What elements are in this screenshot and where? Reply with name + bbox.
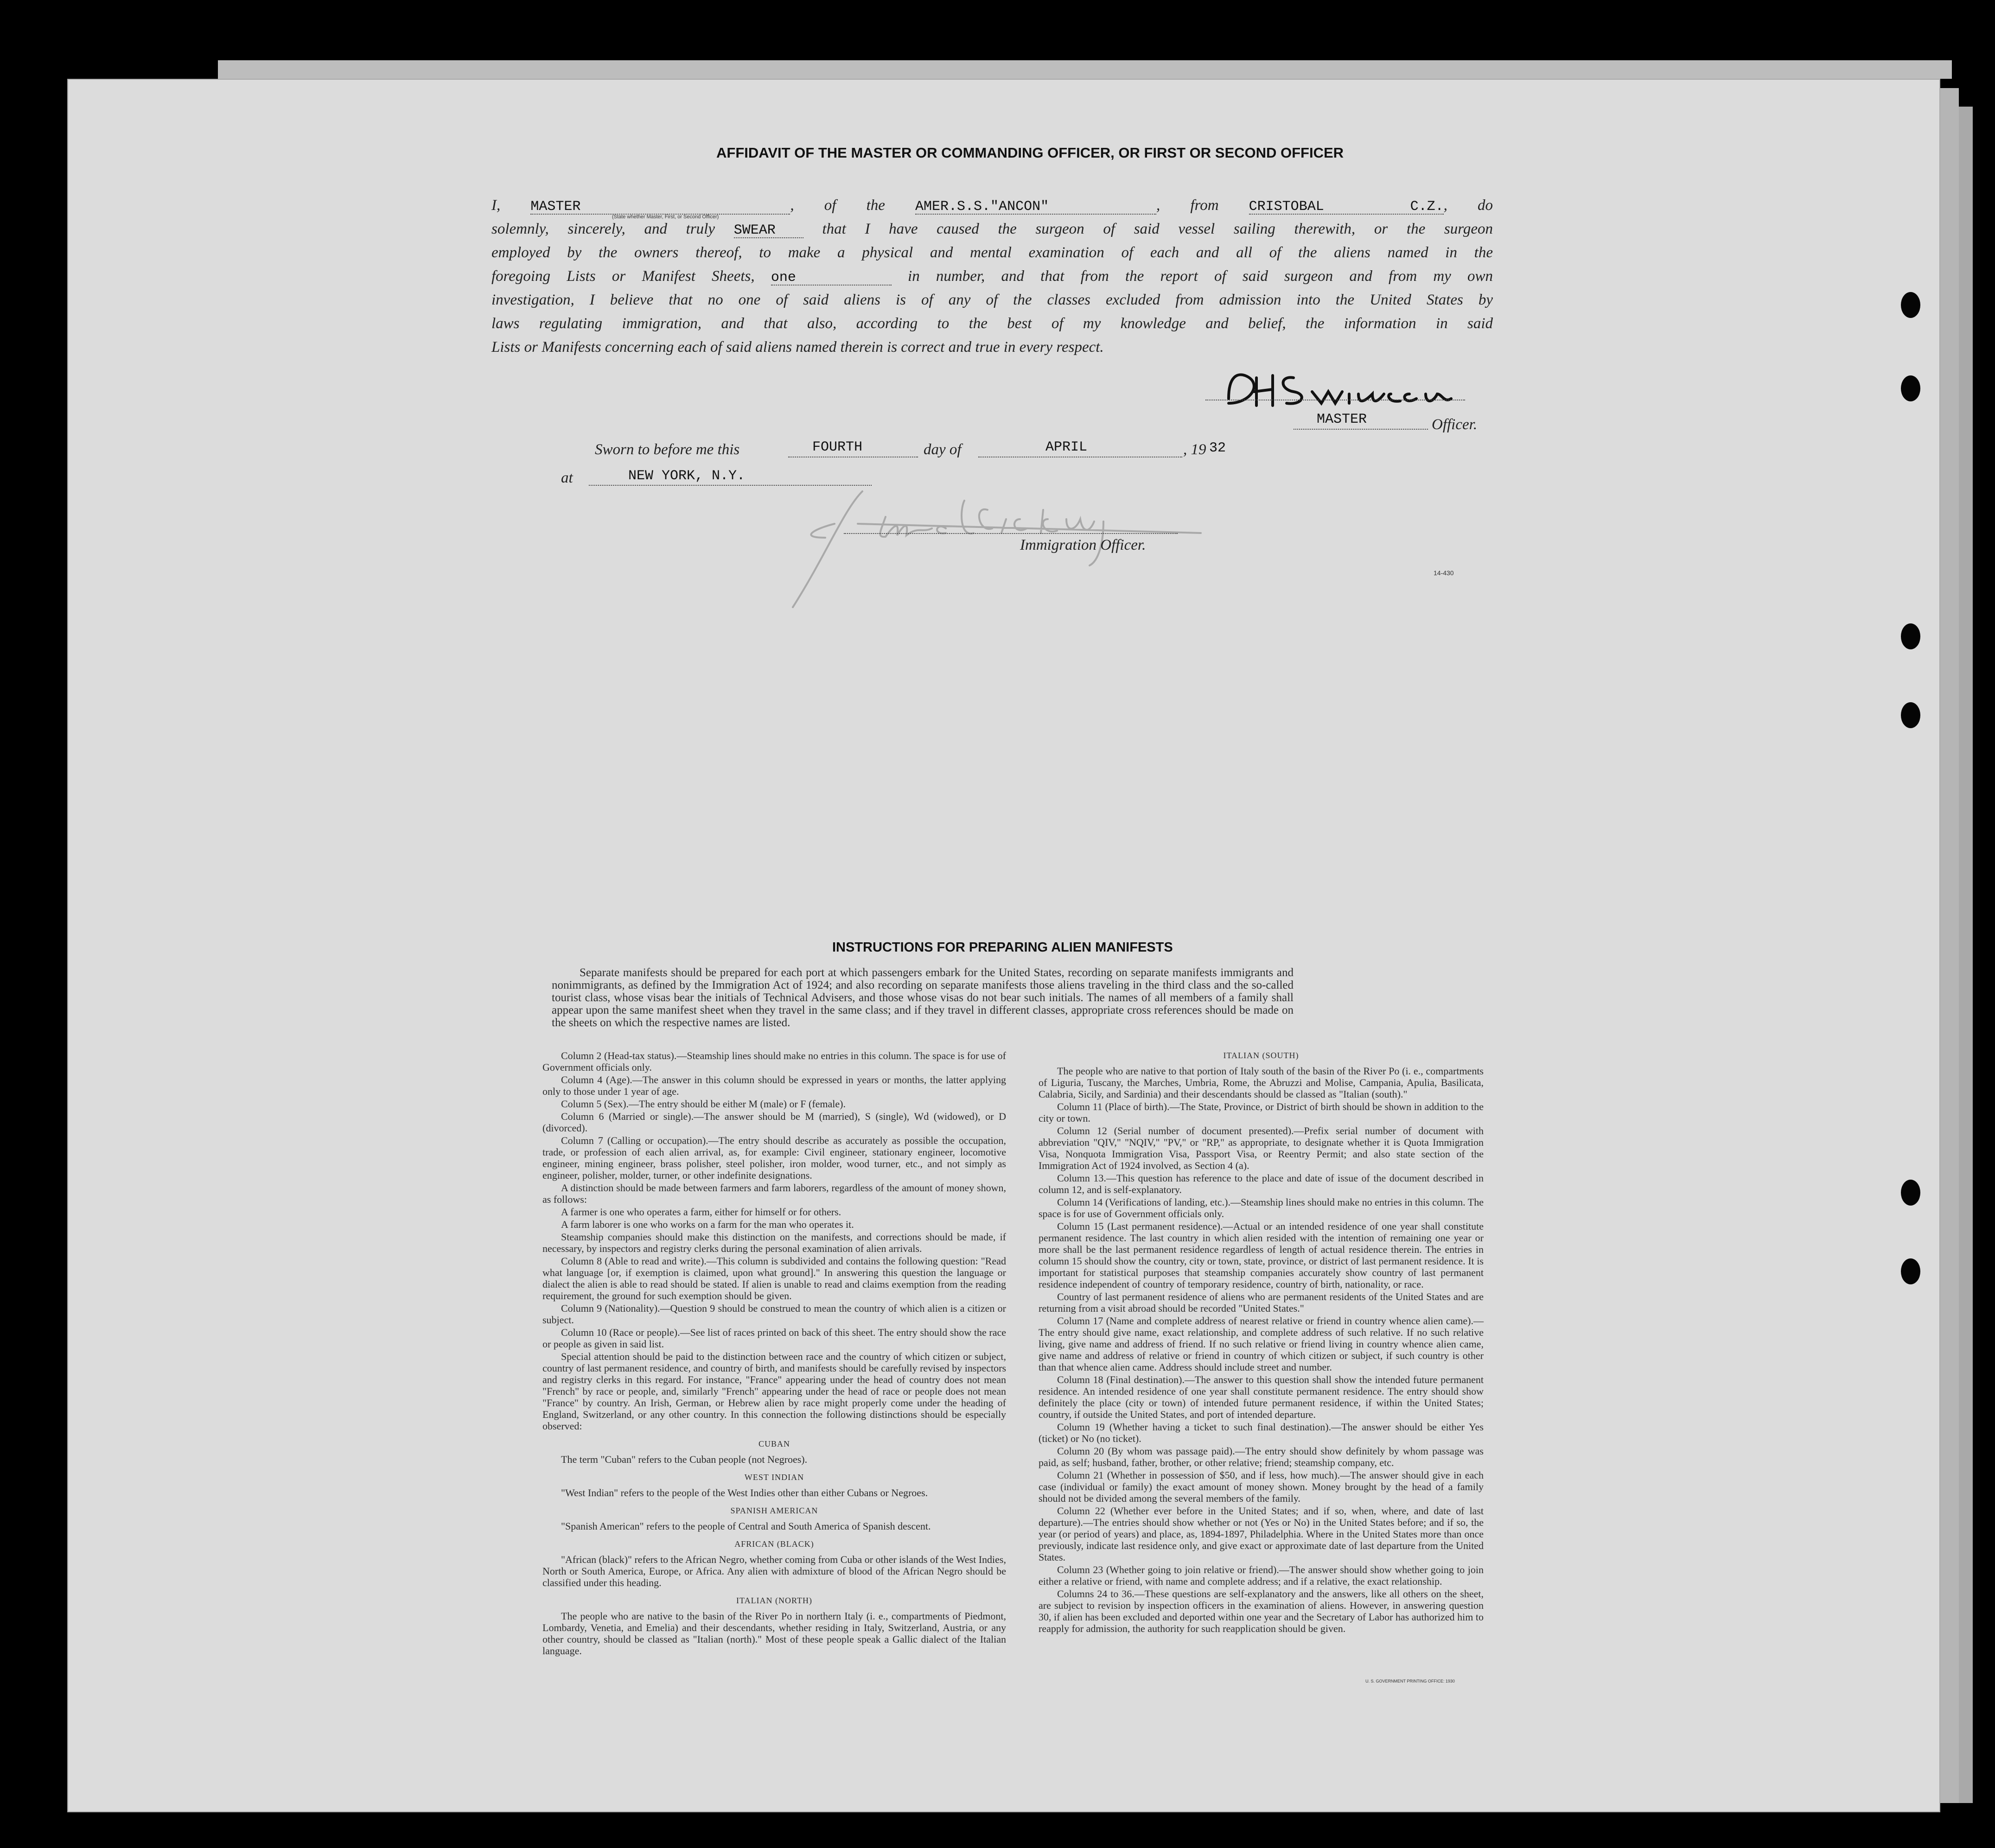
sworn-month: APRIL xyxy=(1045,439,1088,455)
instruction-paragraph: Column 9 (Nationality).—Question 9 should be construed to mean the country of which alien is a citizen or subject. xyxy=(542,1302,1006,1326)
instruction-paragraph: Special attention should be paid to the distinction between race and the country of which citizen or subject, country of last permanent residence, and country of birth, and manifests should be carefully revised by inspectors and registry clerks in this regard. For instance, "France" appearing under the head of country does not mean "French" by race or people, and, similarly "French" appearing under the head of race or people does not mean "France" by country. An Irish, German, or Hebrew alien by race might properly come under the heading of England, Switzerland, or any other country. In this connection the following distinctions should be especially observed: xyxy=(542,1351,1006,1432)
at-label: at xyxy=(561,470,573,486)
master-signature xyxy=(1159,366,1484,417)
printer-imprint: U. S. GOVERNMENT PRINTING OFFICE: 1930 xyxy=(1365,1679,1455,1683)
instruction-paragraph: Column 7 (Calling or occupation).—The entry should describe as accurately as possible the occupation, trade, or profession of each alien arrival, as, for example: Civil engineer, stationary engineer, locomotive engineer, mining engineer, brass polisher, steel polisher, iron molder, wood turner, etc., and not simply as engineer, polisher, molder, turner, or other indefinite designations. xyxy=(542,1135,1006,1181)
instruction-paragraph: Column 17 (Name and complete address of nearest relative or friend in country whence alien came).—The entry should give name, exact relationship, and complete address of such relative. If no such relative living, give name and address of friend. If no such relative or friend living in country whence alien came, give name and address of relative or friend in country of which citizen or subject, if such country is other than that whence alien came. Address should include street and number. xyxy=(1039,1315,1484,1373)
instruction-paragraph: The term "Cuban" refers to the Cuban people (not Negroes). xyxy=(561,1454,808,1465)
affidavit-text: in number, and that from the report of said surgeon and from my own xyxy=(908,268,1493,285)
affidavit-line: employed by the owners thereof, to make a physical and mental examination of each and all of the aliens named in the xyxy=(491,244,1493,261)
officer-rank-line xyxy=(1294,429,1428,430)
sworn-year: 32 xyxy=(1209,440,1226,456)
instruction-paragraph: "West Indian" refers to the people of the West Indies other than either Cubans or Negroes. xyxy=(561,1487,928,1499)
instruction-paragraph: "Spanish American" refers to the people of Central and South America of Spanish descent. xyxy=(561,1520,931,1532)
instruction-paragraph: Columns 24 to 36.—These questions are self-explanatory and the answers, like all others on the sheet, are subject to revision by inspection officers in the examination of aliens. However, in answering question 30, if alien has been excluded and deported within one year and the Secretary of Labor has authorized him to reapply for admission, the authority for such reapplication should be given. xyxy=(1039,1588,1484,1634)
sworn-day: FOURTH xyxy=(812,439,863,455)
affidavit-text: , do xyxy=(1443,197,1493,214)
instruction-paragraph: Column 21 (Whether in possession of $50, and if less, how much).—The answer should give in each case (individual or family) the exact amount of money shown. Money brought by the head of a family should not be divided among the several members of the family. xyxy=(1039,1469,1484,1504)
oath-field: SWEAR xyxy=(734,223,803,238)
instruction-paragraph: Column 8 (Able to read and write).—This column is subdivided and contains the following question: "Read what language [or, if exemption is claimed, upon what ground]." In answering this question the language or dialect the alien is able to read should be stated. If alien is unable to read and claims exemption from the reading requirement, the ground for such exemption should be given. xyxy=(542,1255,1006,1302)
officer-rank-value: MASTER xyxy=(1317,412,1367,427)
affidavit-heading: AFFIDAVIT OF THE MASTER OR COMMANDING OFFICER, OR FIRST OR SECOND OFFICER xyxy=(716,145,1344,161)
instruction-paragraph: The people who are native to the basin of the River Po in northern Italy (i. e., compartments of Piedmont, Lombardy, Venetia, and Emelia) and their descendants, whether residing in Italy, Switzerland, Austria, or any other country, should be classed as "Italian (north)." Most of these people speak a Gallic dialect of the Italian language. xyxy=(542,1610,1006,1657)
instruction-paragraph: Column 22 (Whether ever before in the United States; and if so, when, where, and date of last departure).—The entries should show whether or not (Yes or No) in the United States before; and if so, the year (or period of years) and place, as, 1894-1897, Philadelphia. Where in the United States more than once previously, indicate last residence only, and give exact or approximate date of last departure from the United States. xyxy=(1039,1505,1484,1563)
officer-rank-field: MASTER xyxy=(530,200,790,215)
instruction-paragraph: Column 5 (Sex).—The entry should be either M (male) or F (female). xyxy=(561,1098,846,1110)
affidavit-line: laws regulating immigration, and that also, according to the best of my knowledge and belief, the information in said xyxy=(491,315,1493,332)
rank-note: (State whether Master, First, or Second Officer) xyxy=(612,214,719,220)
instruction-paragraph: Column 6 (Married or single).—The answer should be M (married), S (single), Wd (widowed), or D (divorced). xyxy=(542,1111,1006,1134)
instruction-section-heading: SPANISH AMERICAN xyxy=(730,1506,818,1515)
sheet-count-field: one xyxy=(771,271,892,286)
instruction-paragraph: A farm laborer is one who works on a farm for the man who operates it. xyxy=(561,1219,854,1230)
instruction-paragraph: A farmer is one who operates a farm, either for himself or for others. xyxy=(561,1206,841,1218)
immigration-officer-signature xyxy=(770,482,1233,616)
instruction-paragraph: Column 18 (Final destination).—The answer to this question shall show the intended future permanent residence. An intended residence of one year shall constitute permanent residence. The entry should show definitely the place (city or town) of intended future permanent residence, if within the United States; country, if outside the United States, and port of intended departure. xyxy=(1039,1374,1484,1420)
instruction-section-heading: WEST INDIAN xyxy=(744,1473,804,1482)
sworn-text: Sworn to before me this xyxy=(595,441,740,458)
instruction-paragraph: Column 15 (Last permanent residence).—Actual or an intended residence of one year shall constitute permanent residence. The last country in which alien resided with the intention of remaining one year or more shall be the last permanent residence regardless of length of actual residence therein. The entries in column 15 should show the country, city or town, state, province, or district of last permanent residence. It is important for statistical purposes that steamship companies accurately show country of last permanent residence independent of country of temporary residence, country of birth, nationality, or race. xyxy=(1039,1220,1484,1290)
instruction-paragraph: Column 13.—This question has reference to the place and date of issue of the document described in column 12, and is self-explanatory. xyxy=(1039,1172,1484,1195)
instruction-paragraph: "African (black)" refers to the African Negro, whether coming from Cuba or other islands of the West Indies, North or South America, Europe, or Africa. Any alien with admixture of blood of the African Negro should be classified under this heading. xyxy=(542,1554,1006,1588)
sworn-text: , 19 xyxy=(1183,441,1206,458)
punch-hole xyxy=(1901,1258,1920,1284)
punch-hole xyxy=(1901,623,1920,649)
sworn-text: day of xyxy=(924,441,962,458)
affidavit-text: , from xyxy=(1156,197,1219,214)
instruction-paragraph: Column 4 (Age).—The answer in this column should be expressed in years or months, the latter applying only to those under 1 year of age. xyxy=(542,1074,1006,1097)
affidavit-line: investigation, I believe that no one of said aliens is of any of the classes excluded from admission into the United States by xyxy=(491,292,1493,308)
punch-hole xyxy=(1901,375,1920,401)
instruction-section-heading: ITALIAN (SOUTH) xyxy=(1223,1051,1299,1060)
paper-edge-right-1 xyxy=(1940,88,1959,1803)
instructions-right-column xyxy=(1039,1050,1484,1635)
instruction-section-heading: CUBAN xyxy=(758,1439,790,1448)
affidavit-text: I, xyxy=(491,197,501,214)
instruction-paragraph: Column 10 (Race or people).—See list of races printed on back of this sheet. The entry should show the race or people as given in said list. xyxy=(542,1327,1006,1350)
vessel-field: AMER.S.S."ANCON" xyxy=(915,200,1156,215)
affidavit-text: solemnly, sincerely, and truly xyxy=(491,221,715,237)
affidavit-text: , of the xyxy=(790,197,885,214)
punch-hole xyxy=(1901,292,1920,318)
form-number: 14-430 xyxy=(1434,569,1454,577)
instructions-intro: Separate manifests should be prepared for each port at which passengers embark for the United States, recording on separate manifests immigrants and nonimmigrants, as defined by the Immigration Act of 1924; and also recording on separate manifests those aliens traveling in the third class and the so-called tourist class, whose visas bear the initials of Technical Advisers, and those whose visas do not bear such initials. The names of all members of a family shall appear upon the same manifest sheet when they travel in the same class; and if they travel in different classes, appropriate cross references should be made on the sheets on which the respective names are listed. xyxy=(552,966,1294,1029)
officer-label: Officer. xyxy=(1432,416,1478,433)
instruction-section-heading: ITALIAN (NORTH) xyxy=(736,1596,812,1605)
affidavit-line: Lists or Manifests concerning each of said aliens named therein is correct and true in every respect. xyxy=(491,339,1104,356)
immigration-officer-label: Immigration Officer. xyxy=(1020,537,1146,553)
affidavit-text: that I have caused the surgeon of said vessel sailing therewith, or the surgeon xyxy=(822,221,1493,237)
instruction-paragraph: Column 19 (Whether having a ticket to such final destination).—The answer should be either Yes (ticket) or No (no ticket). xyxy=(1039,1421,1484,1444)
paper-edge-right-2 xyxy=(1959,107,1973,1803)
instruction-paragraph: Column 2 (Head-tax status).—Steamship lines should make no entries in this column. The space is for use of Government officials only. xyxy=(542,1050,1006,1073)
affidavit-text: foregoing Lists or Manifest Sheets, xyxy=(491,268,755,285)
instructions-left-column xyxy=(542,1050,1006,1657)
instruction-paragraph: Column 23 (Whether going to join relative or friend).—The answer should show whether going to join either a relative or friend, with name and complete address; and if a relative, the exact relationship. xyxy=(1039,1564,1484,1587)
instruction-paragraph: The people who are native to that portion of Italy south of the basin of the River Po (i. e., compartments of Liguria, Tuscany, the Marches, Umbria, Rome, the Abruzzi and Molise, Campania, Apulia, Basilicata, Calabria, Sicily, and Sardinia) and their descendants should be classed as "Italian (south)." xyxy=(1039,1065,1484,1100)
immigration-signature-line xyxy=(844,533,1178,534)
instruction-paragraph: A distinction should be made between farmers and farm laborers, regardless of the amount of money shown, as follows: xyxy=(542,1182,1006,1205)
punch-hole xyxy=(1901,702,1920,728)
instruction-paragraph: Steamship companies should make this distinction on the manifests, and corrections should be made, if necessary, by inspectors and registry clerks during the personal examination of alien arrivals. xyxy=(542,1231,1006,1254)
instruction-paragraph: Column 12 (Serial number of document presented).—Prefix serial number of document with abbreviation "QIV," "NQIV," "PV," or "RP," as appropriate, to designate whether it is Quota Immigration Visa, Nonquota Immigration Visa, Passport Visa, or Reentry Permit; and also state section of the Immigration Act of 1924 involved, as Section 4 (a). xyxy=(1039,1125,1484,1171)
departure-port-field: CRISTOBAL C.Z. xyxy=(1249,199,1444,215)
instruction-paragraph: Column 11 (Place of birth).—The State, Province, or District of birth should be shown in addition to the city or town. xyxy=(1039,1101,1484,1124)
affidavit-line xyxy=(491,265,1493,288)
affidavit-line xyxy=(491,217,1493,241)
sworn-place: NEW YORK, N.Y. xyxy=(628,468,746,484)
punch-hole xyxy=(1901,1180,1920,1206)
instruction-paragraph: Country of last permanent residence of aliens who are permanent residents of the United States and are returning from a visit abroad should be recorded "United States." xyxy=(1039,1291,1484,1314)
instruction-section-heading: AFRICAN (BLACK) xyxy=(734,1539,814,1549)
instruction-paragraph: Column 20 (By whom was passage paid).—The entry should show definitely by whom passage was paid, as self; husband, father, brother, or other relative; friend; steamship company, etc. xyxy=(1039,1445,1484,1468)
instructions-heading: INSTRUCTIONS FOR PREPARING ALIEN MANIFESTS xyxy=(832,940,1173,955)
paper-edge-back xyxy=(218,60,1952,79)
instruction-paragraph: Column 14 (Verifications of landing, etc.).—Steamship lines should make no entries in this column. The space is for use of Government officials only. xyxy=(1039,1196,1484,1219)
